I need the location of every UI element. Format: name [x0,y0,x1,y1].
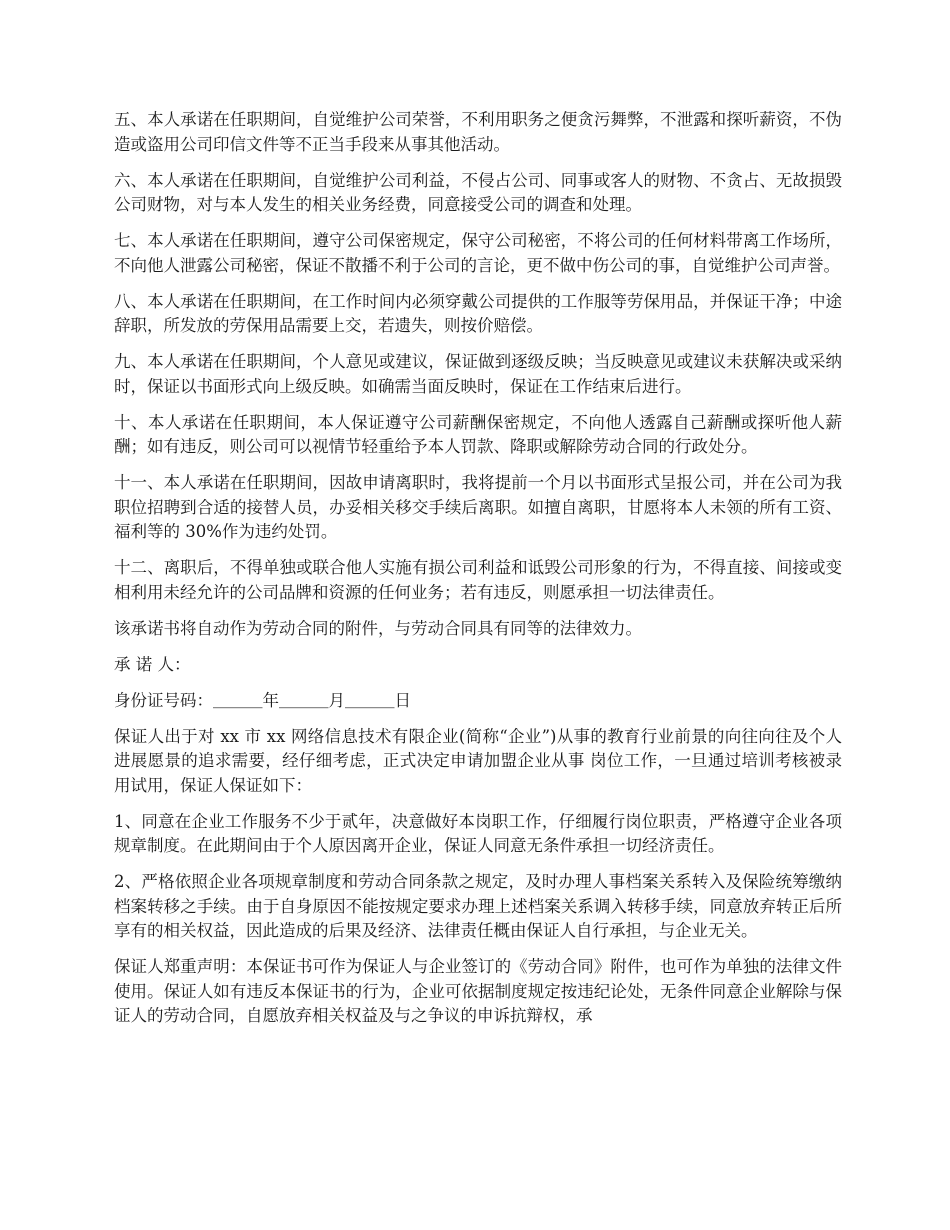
paragraph-clause-11: 十一、本人承诺在任职期间，因故申请离职时，我将提前一个月以书面形式呈报公司，并在公司为我职位招聘到合适的接替人员，办妥相关移交手续后离职。如擅自离职，甘愿将本人未领的所有工资、福利等的 30%作为违约处罚。 [114,473,842,541]
paragraph-clause-9: 九、本人承诺在任职期间，个人意见或建议，保证做到逐级反映；当反映意见或建议未获解决或采纳时，保证以书面形式向上级反映。如确需当面反映时，保证在工作结束后进行。 [114,352,842,396]
paragraph-guarantor-intro: 保证人出于对 xx 市 xx 网络信息技术有限企业(简称“企业”)从事的教育行业前景的向往向往及个人进展愿景的追求需要，经仔细考虑，正式决定申请加盟企业从事 岗位工作，一旦通过培训考核被录用试用，保证人保证如下： [114,726,842,795]
id-number-date-line: 身份证号码：＿＿＿年＿＿＿月＿＿＿日 [114,690,411,710]
paragraph-clause-8: 八、本人承诺在任职期间，在工作时间内必须穿戴公司提供的工作服等劳保用品，并保证干净；中途辞职，所发放的劳保用品需要上交，若遗失，则按价赔偿。 [114,291,842,335]
paragraph-clause-12: 十二、离职后，不得单独或联合他人实施有损公司利益和诋毁公司形象的行为，不得直接、间接或变相利用未经允许的公司品牌和资源的任何业务；若有违反，则愿承担一切法律责任。 [114,558,842,602]
paragraph-guarantee-1: 1、同意在企业工作服务不少于贰年，决意做好本岗职工作，仔细履行岗位职责，严格遵守企业各项规章制度。在此期间由于个人原因离开企业，保证人同意无条件承担一切经济责任。 [114,811,842,855]
paragraph-clause-7: 七、本人承诺在任职期间，遵守公司保密规定，保守公司秘密，不将公司的任何材料带离工作场所，不向他人泄露公司秘密，保证不散播不利于公司的言论，更不做中伤公司的事，自觉维护公司声誉。 [114,231,842,275]
paragraph-solemn-declaration: 保证人郑重声明：本保证书可作为保证人与企业签订的《劳动合同》附件，也可作为单独的法律文件使用。保证人如有违反本保证书的行为，企业可依据制度规定按违纪论处，无条件同意企业解除与保证人的劳动合同，自愿放弃相关权益及与之争议的申诉抗辩权，承 [114,957,842,1025]
paragraph-clause-5: 五、本人承诺在任职期间，自觉维护公司荣誉，不利用职务之便贪污舞弊，不泄露和探听薪资，不伪造或盗用公司印信文件等不正当手段来从事其他活动。 [114,110,842,154]
paragraph-guarantee-2: 2、严格依照企业各项规章制度和劳动合同条款之规定，及时办理人事档案关系转入及保险统筹缴纳档案转移之手续。由于自身原因不能按规定要求办理上述档案关系调入转移手续，同意放弃转正后所享有的相关权益，因此造成的后果及经济、法律责任概由保证人自行承担，与企业无关。 [114,872,842,940]
paragraph-clause-10: 十、本人承诺在任职期间，本人保证遵守公司薪酬保密规定，不向他人透露自己薪酬或探听他人薪酬；如有违反，则公司可以视情节轻重给予本人罚款、降职或解除劳动合同的行政处分。 [114,412,842,456]
document-body [114,108,842,1040]
paragraph-clause-6: 六、本人承诺在任职期间，自觉维护公司利益，不侵占公司、同事或客人的财物、不贪占、无故损毁公司财物，对与本人发生的相关业务经费，同意接受公司的调查和处理。 [114,170,842,214]
signatory-line: 承 诺 人： [114,654,191,674]
paragraph-attachment-note: 该承诺书将自动作为劳动合同的附件，与劳动合同具有同等的法律效力。 [114,618,642,638]
